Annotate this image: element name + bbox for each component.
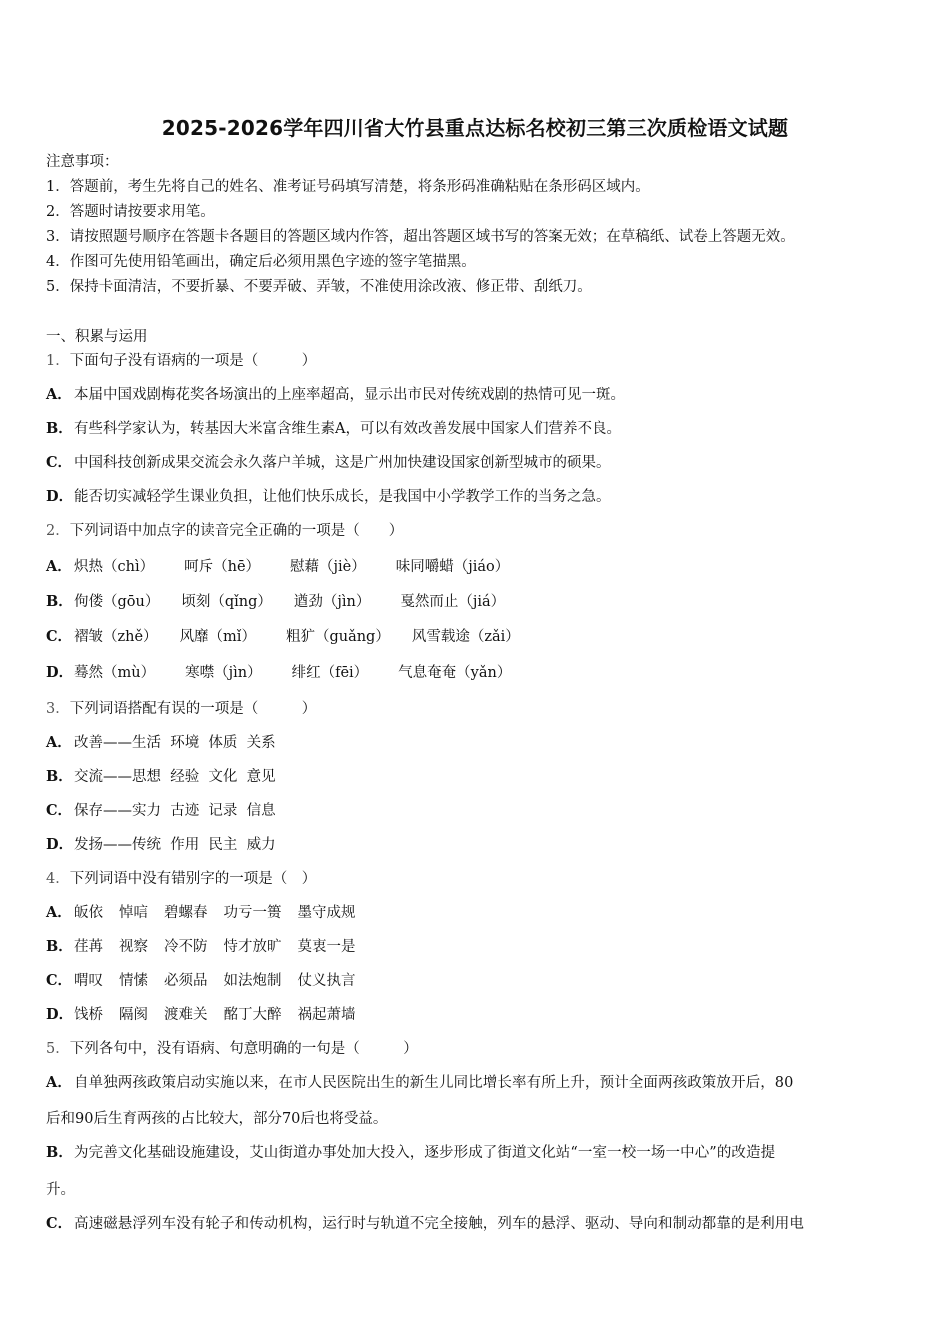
q1-option-b [46, 420, 621, 438]
option-text: 高速磁悬浮列车没有轮子和传动机构，运行时与轨道不完全接触，列车的悬浮、驱动、导向和制动都靠的是利用电 [74, 1216, 804, 1232]
q3-option-a [46, 734, 276, 752]
q4-option-c [46, 972, 356, 990]
option-word: 恃才放旷 [223, 939, 282, 955]
option-word: 墨守成规 [297, 905, 356, 921]
option-word: 戛然而止（jiá） [400, 594, 506, 610]
exam-title: 2025-2026学年四川省大竹县重点达标名校初三第三次质检语文试题 [161, 116, 789, 140]
option-label: D． [46, 1006, 74, 1023]
option-word: 褶皱（zhě） [74, 629, 158, 645]
option-text: 保存——实力 古迹 记录 信息 [74, 803, 276, 819]
option-text: 交流——思想 经验 文化 意见 [74, 769, 276, 785]
option-word: 酩丁大醉 [223, 1007, 282, 1023]
question-number: 2． [46, 523, 70, 539]
option-text: 自单独两孩政策启动实施以来，在市人民医院出生的新生儿同比增长率有所上升，预计全面两孩政策放开后，80 [74, 1075, 794, 1091]
option-word: 荏苒 [74, 939, 103, 955]
section-heading: 一、积累与运用 [46, 329, 148, 345]
q5-option-c [46, 1215, 804, 1233]
option-word: 皈依 [74, 905, 103, 921]
q5-option-b [46, 1144, 775, 1162]
question-number: 1． [46, 353, 70, 369]
option-label: C． [46, 802, 73, 819]
q2-option-d [46, 664, 511, 682]
option-word: 顷刻（qǐng） [181, 594, 272, 610]
option-text: 本届中国戏剧梅花奖各场演出的上座率超高，显示出市民对传统戏剧的热情可见一斑。 [74, 387, 625, 403]
option-text: 为完善文化基础设施建设，艾山街道办事处加大投入，逐步形成了街道文化站“一室一校一场一中心”的改造提 [74, 1145, 776, 1161]
option-text: 能否切实减轻学生课业负担，让他们快乐成长，是我国中小学教学工作的当务之急。 [74, 489, 611, 505]
option-word: 味同嚼蜡（jiáo） [395, 559, 510, 575]
option-word: 风靡（mǐ） [179, 629, 256, 645]
option-word: 视察 [119, 939, 148, 955]
notice-heading: 注意事项： [46, 154, 119, 170]
option-word: 慰藉（jiè） [290, 559, 366, 575]
option-label: C． [46, 454, 73, 471]
option-word: 粗犷（guǎng） [285, 629, 390, 645]
question-stem: 下列词语中加点字的读音完全正确的一项是（ ） [69, 523, 404, 539]
notice-item: 4．作图可先使用铅笔画出，确定后必须用黑色字迹的签字笔描黑。 [46, 254, 476, 270]
option-label: B． [46, 1144, 73, 1161]
option-word: 冷不防 [164, 939, 208, 955]
option-label: D． [46, 488, 74, 505]
q5-option-a [46, 1074, 793, 1092]
question-5 [46, 1040, 418, 1058]
option-word: 情愫 [119, 973, 148, 989]
q3-option-d [46, 836, 276, 854]
option-word: 渡难关 [164, 1007, 208, 1023]
question-number: 4． [46, 871, 70, 887]
q4-option-a [46, 904, 356, 922]
option-label: A． [46, 386, 72, 403]
option-word: 炽热（chì） [74, 559, 155, 575]
q2-option-a [46, 558, 509, 576]
question-stem: 下列各句中，没有语病、句意明确的一句是（ ） [69, 1041, 418, 1057]
notice-item: 3．请按照题号顺序在答题卡各题目的答题区域内作答，超出答题区域书写的答案无效；在草稿纸、试卷上答题无效。 [46, 229, 795, 245]
q3-option-c [46, 802, 276, 820]
option-word: 碧螺春 [164, 905, 208, 921]
option-label: B． [46, 420, 73, 437]
question-3 [46, 700, 316, 718]
option-label: C． [46, 1215, 73, 1232]
q2-option-c [46, 628, 520, 646]
q4-option-b [46, 938, 356, 956]
option-word: 如法炮制 [223, 973, 282, 989]
question-stem: 下列词语搭配有误的一项是（ ） [69, 701, 317, 717]
option-label: B． [46, 938, 73, 955]
option-word: 风雪载途（zǎi） [411, 629, 520, 645]
option-label: A． [46, 904, 72, 921]
notice-item: 5．保持卡面清洁，不要折暴、不要弄破、弄皱，不准使用涂改液、修正带、刮纸刀。 [46, 279, 592, 295]
option-text: 中国科技创新成果交流会永久落户羊城，这是广州加快建设国家创新型城市的硕果。 [74, 455, 611, 471]
option-word: 莫衷一是 [297, 939, 356, 955]
option-label: A． [46, 734, 72, 751]
option-word: 佝偻（gōu） [74, 594, 160, 610]
question-2 [46, 522, 403, 540]
option-word: 蓦然（mù） [74, 665, 156, 681]
option-label: D． [46, 836, 74, 853]
option-word: 隔阂 [119, 1007, 148, 1023]
q2-option-b [46, 593, 505, 611]
option-word: 呵斥（hē） [184, 559, 261, 575]
option-word: 饯桥 [74, 1007, 103, 1023]
question-stem: 下面句子没有语病的一项是（ ） [69, 353, 317, 369]
notice-item: 1．答题前，考生先将自己的姓名、准考证号码填写清楚，将条形码准确粘贴在条形码区域内。 [46, 179, 650, 195]
option-text: 发扬——传统 作用 民主 威力 [74, 837, 276, 853]
option-label: B． [46, 768, 73, 785]
question-number: 5． [46, 1041, 70, 1057]
question-stem: 下列词语中没有错别字的一项是（ ） [69, 871, 317, 887]
option-word: 寒噤（jìn） [185, 665, 262, 681]
option-word: 功亏一篑 [223, 905, 282, 921]
question-4 [46, 870, 316, 888]
q1-option-a [46, 386, 625, 404]
option-word: 祸起萧墙 [297, 1007, 356, 1023]
q5-option-a-cont: 后和90后生育两孩的占比较大，部分70后也将受益。 [46, 1111, 388, 1127]
q3-option-b [46, 768, 276, 786]
option-word: 悼唁 [119, 905, 148, 921]
option-label: B． [46, 593, 73, 610]
q4-option-d [46, 1006, 356, 1024]
question-1 [46, 352, 316, 370]
option-word: 遒劲（jìn） [293, 594, 371, 610]
option-label: C． [46, 628, 73, 645]
question-number: 3． [46, 701, 70, 717]
q1-option-d [46, 488, 611, 506]
option-text: 改善——生活 环境 体质 关系 [74, 735, 276, 751]
option-label: A． [46, 558, 72, 575]
option-word: 喟叹 [74, 973, 103, 989]
q1-option-c [46, 454, 611, 472]
option-label: C． [46, 972, 73, 989]
option-word: 必须品 [164, 973, 208, 989]
option-word: 仗义执言 [297, 973, 356, 989]
q5-option-b-cont: 升。 [46, 1182, 75, 1198]
option-label: A． [46, 1074, 72, 1091]
notice-item: 2．答题时请按要求用笔。 [46, 204, 215, 220]
option-label: D． [46, 664, 74, 681]
option-text: 有些科学家认为，转基因大米富含维生素A，可以有效改善发展中国家人们营养不良。 [74, 421, 621, 437]
option-word: 气息奄奄（yǎn） [398, 665, 512, 681]
option-word: 绯红（fēi） [291, 665, 369, 681]
